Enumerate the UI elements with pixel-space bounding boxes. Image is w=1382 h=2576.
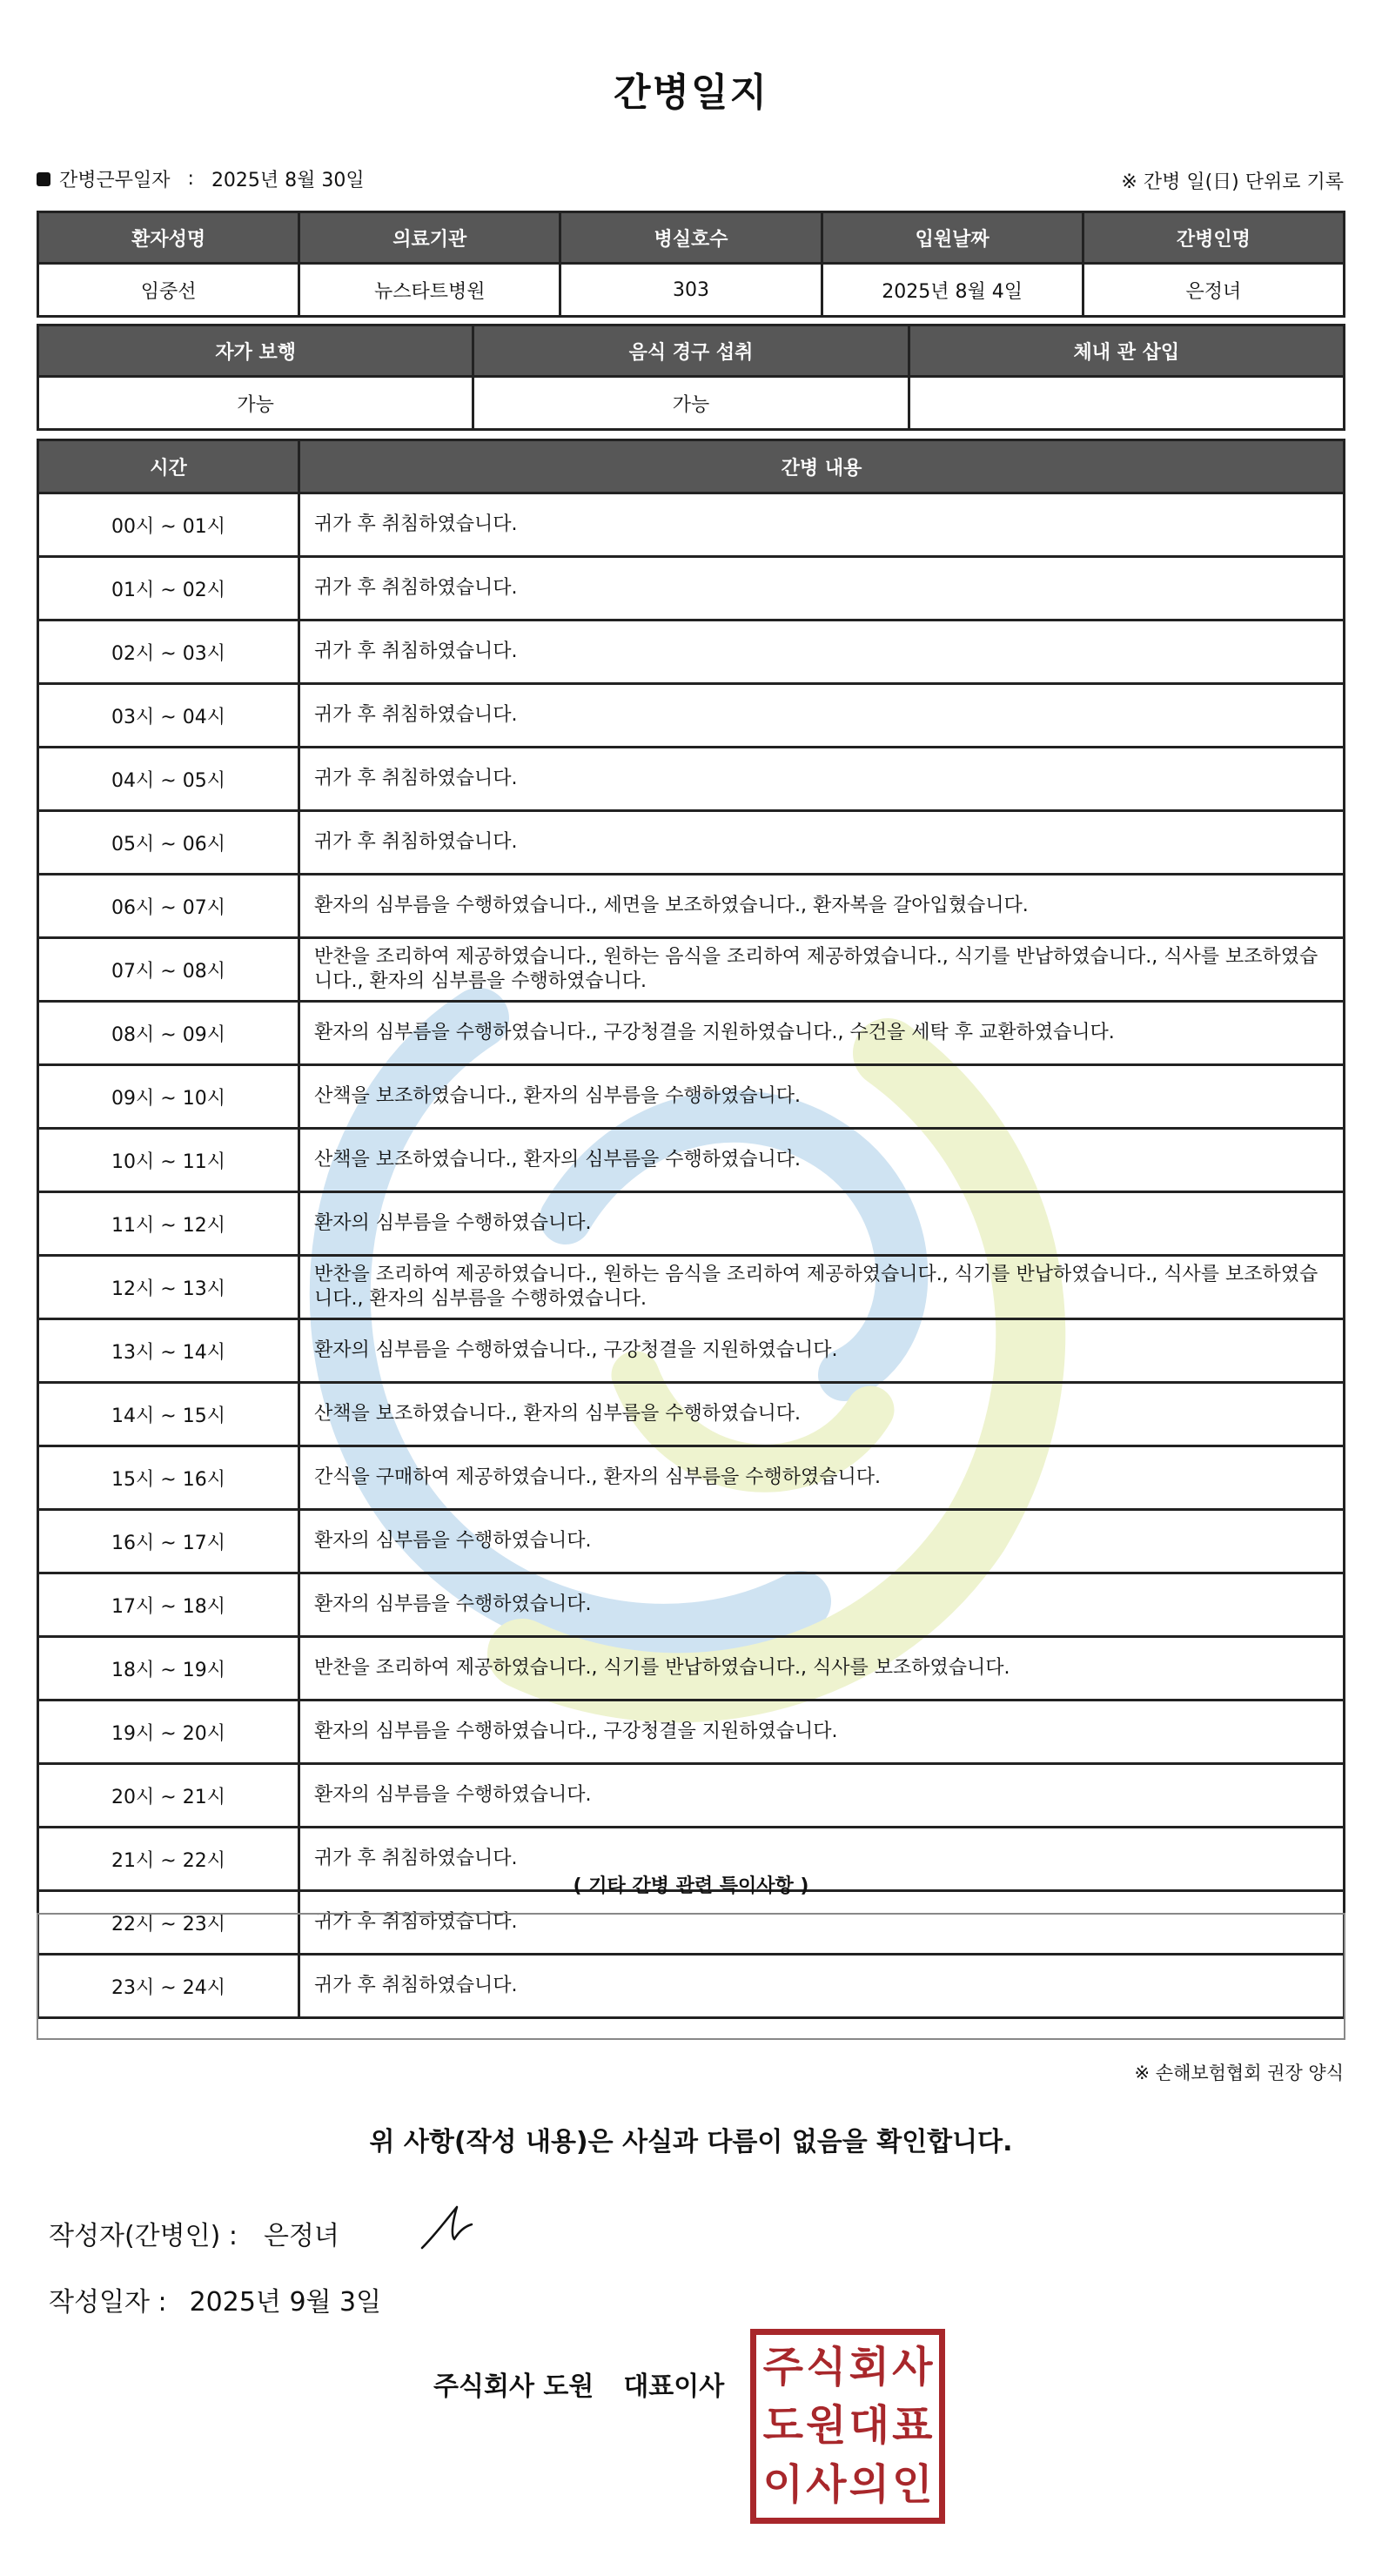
seal-character: 사	[892, 2343, 933, 2392]
row-time: 08시 ~ 09시	[38, 1002, 299, 1065]
row-content: 환자의 심부름을 수행하였습니다.	[299, 1573, 1345, 1637]
row-time: 06시 ~ 07시	[38, 875, 299, 938]
room-number: 303	[560, 264, 822, 317]
row-content: 환자의 심부름을 수행하였습니다.	[299, 1510, 1345, 1573]
row-time: 05시 ~ 06시	[38, 811, 299, 875]
form-note: ※ 손해보험협회 권장 양식	[1134, 2063, 1344, 2083]
header-hospital: 의료기관	[299, 212, 560, 264]
seal-character: 의	[849, 2459, 889, 2509]
table-row	[38, 1002, 1345, 1065]
document-title: 간병일지	[613, 70, 768, 115]
header-tube-insertion: 체내 관 삽입	[909, 325, 1344, 377]
caregiver-name: 은정녀	[1083, 264, 1344, 317]
row-content: 귀가 후 취침하였습니다.	[299, 557, 1345, 621]
company-title: 대표이사	[623, 2371, 725, 2402]
row-time: 13시 ~ 14시	[38, 1319, 299, 1383]
seal-character: 회	[849, 2343, 889, 2392]
row-content: 반찬을 조리하여 제공하였습니다., 원하는 음식을 조리하여 제공하였습니다., 식기를 반납하였습니다., 식사를 보조하였습니다., 환자의 심부름을 수행하였습니다.	[299, 1256, 1345, 1319]
table-row	[38, 1446, 1345, 1510]
walking-value: 가능	[38, 377, 473, 430]
company-line	[433, 2365, 724, 2403]
table-row	[38, 1510, 1345, 1573]
header-walking: 자가 보행	[38, 325, 473, 377]
admission-date: 2025년 8월 4일	[822, 264, 1083, 317]
row-time: 09시 ~ 10시	[38, 1065, 299, 1129]
header-caregiver: 간병인명	[1083, 212, 1344, 264]
row-time: 17시 ~ 18시	[38, 1573, 299, 1637]
row-content: 귀가 후 취침하였습니다.	[299, 493, 1345, 557]
seal-character: 사	[806, 2459, 847, 2509]
table-row	[38, 1129, 1345, 1192]
header-time: 시간	[38, 440, 299, 493]
separator: :	[187, 168, 194, 190]
row-time: 14시 ~ 15시	[38, 1383, 299, 1446]
tube-insertion-value	[909, 377, 1344, 430]
patient-info-table	[37, 211, 1345, 318]
row-content: 귀가 후 취침하였습니다.	[299, 684, 1345, 748]
work-date-label: 간병근무일자	[59, 170, 171, 191]
table-row	[38, 748, 1345, 811]
row-content: 환자의 심부름을 수행하였습니다., 구강청결을 지원하였습니다.	[299, 1701, 1345, 1764]
table-row	[38, 684, 1345, 748]
row-time: 02시 ~ 03시	[38, 621, 299, 684]
seal-character: 주	[762, 2343, 803, 2392]
header-patient-name: 환자성명	[38, 212, 299, 264]
row-content: 귀가 후 취침하였습니다.	[299, 1955, 1345, 2018]
row-content: 환자의 심부름을 수행하였습니다.	[299, 1192, 1345, 1256]
row-time: 04시 ~ 05시	[38, 748, 299, 811]
confirmation-statement: 위 사항(작성 내용)은 사실과 다름이 없음을 확인합니다.	[369, 2127, 1013, 2157]
table-row	[38, 875, 1345, 938]
row-time: 21시 ~ 22시	[38, 1828, 299, 1891]
work-date	[37, 165, 365, 192]
company-name: 주식회사 도원	[433, 2371, 594, 2402]
table-row	[38, 1383, 1345, 1446]
header-oral-intake: 음식 경구 섭취	[473, 325, 909, 377]
table-row	[38, 621, 1345, 684]
row-content: 반찬을 조리하여 제공하였습니다., 원하는 음식을 조리하여 제공하였습니다., 식기를 반납하였습니다., 식사를 보조하였습니다., 환자의 심부름을 수행하였습니다.	[299, 938, 1345, 1002]
company-seal	[750, 2329, 945, 2524]
table-row	[38, 1319, 1345, 1383]
row-time: 01시 ~ 02시	[38, 557, 299, 621]
row-time: 20시 ~ 21시	[38, 1764, 299, 1828]
signature	[418, 2200, 479, 2252]
seal-character: 인	[892, 2459, 933, 2509]
care-log-body	[38, 493, 1345, 2018]
patient-name: 임중선	[38, 264, 299, 317]
table-row	[38, 1192, 1345, 1256]
row-time: 23시 ~ 24시	[38, 1955, 299, 2018]
table-row	[38, 811, 1345, 875]
row-content: 환자의 심부름을 수행하였습니다.	[299, 1764, 1345, 1828]
row-content: 환자의 심부름을 수행하였습니다., 구강청결을 지원하였습니다., 수건을 세탁 후 교환하였습니다.	[299, 1002, 1345, 1065]
written-date-value: 2025년 9월 3일	[189, 2287, 382, 2318]
row-content: 귀가 후 취침하였습니다.	[299, 621, 1345, 684]
row-content: 산책을 보조하였습니다., 환자의 심부름을 수행하였습니다.	[299, 1065, 1345, 1129]
writer-name: 은정녀	[263, 2221, 339, 2251]
seal-character: 식	[806, 2343, 847, 2392]
table-row	[38, 1573, 1345, 1637]
header-room: 병실호수	[560, 212, 822, 264]
unit-note: ※ 간병 일(日) 단위로 기록	[1121, 171, 1344, 193]
row-content: 반찬을 조리하여 제공하였습니다., 식기를 반납하였습니다., 식사를 보조하였습니다.	[299, 1637, 1345, 1701]
header-care-content: 간병 내용	[299, 440, 1345, 493]
work-date-value: 2025년 8월 30일	[211, 170, 365, 191]
seal-character: 표	[892, 2401, 933, 2451]
header-admission-date: 입원날짜	[822, 212, 1083, 264]
table-row	[38, 938, 1345, 1002]
row-time: 11시 ~ 12시	[38, 1192, 299, 1256]
row-time: 12시 ~ 13시	[38, 1256, 299, 1319]
seal-character: 이	[762, 2459, 803, 2509]
seal-character: 도	[762, 2401, 803, 2451]
table-row	[38, 1256, 1345, 1319]
table-row	[38, 1764, 1345, 1828]
row-time: 03시 ~ 04시	[38, 684, 299, 748]
row-content: 귀가 후 취침하였습니다.	[299, 748, 1345, 811]
table-row	[38, 493, 1345, 557]
row-time: 10시 ~ 11시	[38, 1129, 299, 1192]
row-content: 간식을 구매하여 제공하였습니다., 환자의 심부름을 수행하였습니다.	[299, 1446, 1345, 1510]
row-time: 19시 ~ 20시	[38, 1701, 299, 1764]
row-time: 22시 ~ 23시	[38, 1891, 299, 1955]
row-time: 18시 ~ 19시	[38, 1637, 299, 1701]
hospital: 뉴스타트병원	[299, 264, 560, 317]
bullet-icon	[37, 172, 50, 186]
written-date-label: 작성일자 :	[49, 2287, 167, 2318]
remarks-box	[37, 1913, 1345, 2040]
row-content: 환자의 심부름을 수행하였습니다., 구강청결을 지원하였습니다.	[299, 1319, 1345, 1383]
row-time: 15시 ~ 16시	[38, 1446, 299, 1510]
oral-intake-value: 가능	[473, 377, 909, 430]
row-time: 16시 ~ 17시	[38, 1510, 299, 1573]
seal-character: 대	[849, 2401, 889, 2451]
row-time: 07시 ~ 08시	[38, 938, 299, 1002]
row-content: 산책을 보조하였습니다., 환자의 심부름을 수행하였습니다.	[299, 1383, 1345, 1446]
table-row	[38, 1065, 1345, 1129]
row-content: 귀가 후 취침하였습니다.	[299, 1828, 1345, 1891]
row-content: 산책을 보조하였습니다., 환자의 심부름을 수행하였습니다.	[299, 1129, 1345, 1192]
row-content: 귀가 후 취침하였습니다.	[299, 811, 1345, 875]
remarks-title: ( 기타 간병 관련 특이사항 )	[573, 1875, 809, 1897]
table-row	[38, 557, 1345, 621]
row-content: 귀가 후 취침하였습니다.	[299, 1891, 1345, 1955]
table-row	[38, 1701, 1345, 1764]
table-row	[38, 1637, 1345, 1701]
patient-status-table	[37, 324, 1345, 431]
care-log-table	[37, 439, 1345, 2019]
writer-line	[49, 2214, 339, 2252]
row-time: 00시 ~ 01시	[38, 493, 299, 557]
row-content: 환자의 심부름을 수행하였습니다., 세면을 보조하였습니다., 환자복을 갈아입혔습니다.	[299, 875, 1345, 938]
seal-character: 원	[806, 2401, 847, 2451]
writer-label: 작성자(간병인) :	[49, 2221, 238, 2251]
written-date-line	[49, 2280, 381, 2318]
seal-characters	[761, 2338, 934, 2514]
